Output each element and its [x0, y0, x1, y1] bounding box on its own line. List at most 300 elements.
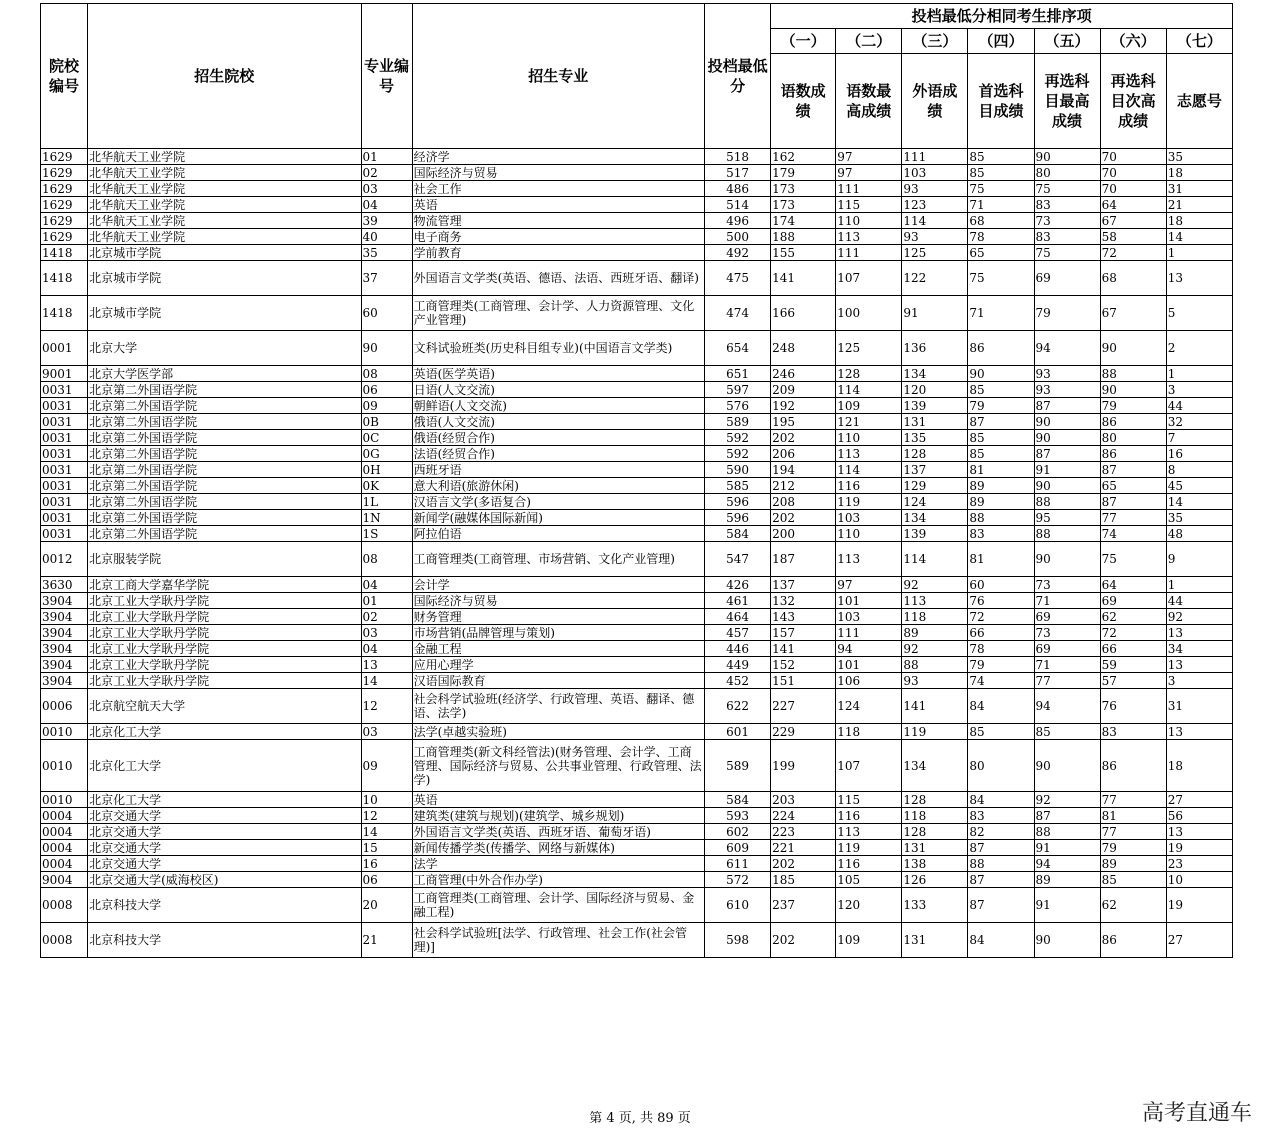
cell-major-name: 日语(人文交流)	[412, 382, 704, 398]
cell-score-second-subject-next: 79	[1100, 398, 1166, 414]
cell-school-name: 北京大学	[88, 331, 361, 366]
cell-min-score: 589	[705, 414, 771, 430]
cell-preference-number: 31	[1166, 181, 1232, 197]
cell-preference-number: 1	[1166, 577, 1232, 593]
cell-major-code: 60	[361, 296, 412, 331]
cell-preference-number: 48	[1166, 526, 1232, 542]
cell-score-second-subject-next: 62	[1100, 609, 1166, 625]
cell-score-chinese-math: 221	[771, 840, 836, 856]
cell-min-score: 517	[705, 165, 771, 181]
cell-school-code: 1629	[41, 149, 88, 165]
cell-score-chinese-math: 206	[771, 446, 836, 462]
cell-major-name: 经济学	[412, 149, 704, 165]
table-row	[41, 888, 1233, 923]
cell-school-code: 0031	[41, 462, 88, 478]
cell-preference-number: 13	[1166, 261, 1232, 296]
cell-score-second-subject-next: 70	[1100, 181, 1166, 197]
cell-score-chinese-math: 166	[771, 296, 836, 331]
cell-score-chinese-math-max: 97	[836, 577, 902, 593]
cell-school-name: 北京工业大学耿丹学院	[88, 657, 361, 673]
cell-min-score: 611	[705, 856, 771, 872]
cell-score-foreign-language: 118	[902, 609, 968, 625]
cell-major-name: 社会科学试验班[法学、行政管理、社会工作(社会管理)]	[412, 923, 704, 958]
cell-school-name: 北京第二外国语学院	[88, 382, 361, 398]
cell-score-chinese-math-max: 100	[836, 296, 902, 331]
cell-major-code: 0H	[361, 462, 412, 478]
cell-score-second-subject-max: 88	[1034, 494, 1100, 510]
cell-min-score: 601	[705, 724, 771, 740]
cell-school-code: 0008	[41, 923, 88, 958]
cell-major-name: 建筑类(建筑与规划)(建筑学、城乡规划)	[412, 808, 704, 824]
cell-score-second-subject-next: 70	[1100, 149, 1166, 165]
cell-preference-number: 45	[1166, 478, 1232, 494]
cell-score-chinese-math: 248	[771, 331, 836, 366]
cell-score-chinese-math-max: 125	[836, 331, 902, 366]
cell-preference-number: 13	[1166, 724, 1232, 740]
cell-preference-number: 31	[1166, 689, 1232, 724]
cell-score-first-subject: 88	[968, 510, 1034, 526]
cell-score-foreign-language: 134	[902, 510, 968, 526]
cell-preference-number: 35	[1166, 510, 1232, 526]
cell-score-foreign-language: 118	[902, 808, 968, 824]
cell-score-foreign-language: 123	[902, 197, 968, 213]
cell-school-name: 北京城市学院	[88, 296, 361, 331]
cell-score-second-subject-max: 75	[1034, 245, 1100, 261]
cell-score-first-subject: 60	[968, 577, 1034, 593]
cell-preference-number: 18	[1166, 740, 1232, 792]
cell-score-foreign-language: 136	[902, 331, 968, 366]
cell-score-chinese-math: 212	[771, 478, 836, 494]
cell-min-score: 547	[705, 542, 771, 577]
cell-school-code: 3904	[41, 673, 88, 689]
cell-score-second-subject-next: 85	[1100, 872, 1166, 888]
page-indicator: 第 4 页, 共 89 页	[589, 1111, 691, 1126]
cell-min-score: 518	[705, 149, 771, 165]
cell-score-second-subject-next: 86	[1100, 414, 1166, 430]
cell-score-second-subject-next: 62	[1100, 888, 1166, 923]
cell-school-code: 0012	[41, 542, 88, 577]
cell-min-score: 589	[705, 740, 771, 792]
cell-major-code: 06	[361, 382, 412, 398]
cell-score-chinese-math: 185	[771, 872, 836, 888]
cell-score-chinese-math-max: 101	[836, 657, 902, 673]
cell-score-chinese-math: 174	[771, 213, 836, 229]
cell-major-name: 俄语(人文交流)	[412, 414, 704, 430]
cell-preference-number: 13	[1166, 824, 1232, 840]
cell-min-score: 457	[705, 625, 771, 641]
cell-school-name: 北京交通大学	[88, 824, 361, 840]
cell-school-code: 0031	[41, 382, 88, 398]
cell-score-foreign-language: 128	[902, 446, 968, 462]
cell-score-second-subject-next: 89	[1100, 856, 1166, 872]
table-row	[41, 808, 1233, 824]
cell-score-first-subject: 84	[968, 792, 1034, 808]
table-row	[41, 673, 1233, 689]
cell-score-second-subject-next: 72	[1100, 625, 1166, 641]
cell-school-code: 0010	[41, 792, 88, 808]
cell-school-name: 北京科技大学	[88, 923, 361, 958]
cell-score-first-subject: 83	[968, 526, 1034, 542]
admission-table	[40, 3, 1233, 958]
cell-score-chinese-math: 202	[771, 430, 836, 446]
cell-major-code: 37	[361, 261, 412, 296]
cell-score-second-subject-next: 88	[1100, 366, 1166, 382]
cell-preference-number: 23	[1166, 856, 1232, 872]
cell-score-foreign-language: 88	[902, 657, 968, 673]
cell-school-code: 0004	[41, 856, 88, 872]
cell-major-code: 03	[361, 724, 412, 740]
cell-major-name: 英语(医学英语)	[412, 366, 704, 382]
cell-min-score: 449	[705, 657, 771, 673]
cell-score-foreign-language: 93	[902, 181, 968, 197]
cell-score-first-subject: 85	[968, 430, 1034, 446]
table-row	[41, 740, 1233, 792]
cell-min-score: 585	[705, 478, 771, 494]
cell-preference-number: 5	[1166, 296, 1232, 331]
cell-score-second-subject-next: 77	[1100, 510, 1166, 526]
cell-major-code: 04	[361, 641, 412, 657]
cell-score-foreign-language: 93	[902, 229, 968, 245]
cell-score-chinese-math-max: 113	[836, 824, 902, 840]
cell-major-name: 英语	[412, 197, 704, 213]
table-row	[41, 792, 1233, 808]
cell-major-name: 学前教育	[412, 245, 704, 261]
cell-score-second-subject-max: 89	[1034, 872, 1100, 888]
cell-min-score: 464	[705, 609, 771, 625]
table-row	[41, 494, 1233, 510]
cell-score-first-subject: 83	[968, 808, 1034, 824]
cell-preference-number: 35	[1166, 149, 1232, 165]
cell-major-name: 意大利语(旅游休闲)	[412, 478, 704, 494]
cell-score-first-subject: 81	[968, 462, 1034, 478]
cell-school-code: 1418	[41, 261, 88, 296]
cell-score-second-subject-max: 71	[1034, 593, 1100, 609]
cell-score-second-subject-max: 88	[1034, 526, 1100, 542]
cell-score-second-subject-max: 93	[1034, 366, 1100, 382]
cell-major-name: 西班牙语	[412, 462, 704, 478]
cell-score-foreign-language: 114	[902, 542, 968, 577]
cell-school-name: 北京工业大学耿丹学院	[88, 673, 361, 689]
cell-school-name: 北华航天工业学院	[88, 149, 361, 165]
cell-min-score: 609	[705, 840, 771, 856]
cell-score-foreign-language: 141	[902, 689, 968, 724]
header-tie-number: （六）	[1100, 29, 1166, 54]
cell-school-code: 0004	[41, 824, 88, 840]
cell-min-score: 496	[705, 213, 771, 229]
cell-major-code: 03	[361, 625, 412, 641]
cell-score-second-subject-max: 87	[1034, 398, 1100, 414]
cell-preference-number: 3	[1166, 382, 1232, 398]
cell-score-second-subject-max: 90	[1034, 740, 1100, 792]
cell-score-second-subject-next: 77	[1100, 792, 1166, 808]
table-row	[41, 824, 1233, 840]
cell-school-code: 0001	[41, 331, 88, 366]
cell-score-chinese-math-max: 119	[836, 840, 902, 856]
cell-score-chinese-math-max: 110	[836, 430, 902, 446]
cell-score-chinese-math-max: 97	[836, 149, 902, 165]
cell-major-name: 工商管理类(新文科经管法)(财务管理、会计学、工商管理、国际经济与贸易、公共事业管理、行政管理、法学)	[412, 740, 704, 792]
header-major-name: 招生专业	[412, 4, 704, 149]
cell-major-name: 国际经济与贸易	[412, 165, 704, 181]
cell-major-name: 阿拉伯语	[412, 526, 704, 542]
table-row	[41, 478, 1233, 494]
cell-major-code: 01	[361, 149, 412, 165]
cell-major-name: 金融工程	[412, 641, 704, 657]
cell-min-score: 596	[705, 494, 771, 510]
cell-score-chinese-math-max: 103	[836, 609, 902, 625]
cell-preference-number: 9	[1166, 542, 1232, 577]
cell-school-code: 3904	[41, 609, 88, 625]
cell-major-code: 04	[361, 197, 412, 213]
header-tie-number: （一）	[771, 29, 836, 54]
table-row	[41, 245, 1233, 261]
cell-school-name: 北京化工大学	[88, 740, 361, 792]
cell-school-name: 北华航天工业学院	[88, 165, 361, 181]
cell-score-chinese-math-max: 114	[836, 462, 902, 478]
cell-score-first-subject: 87	[968, 872, 1034, 888]
table-row	[41, 609, 1233, 625]
cell-min-score: 590	[705, 462, 771, 478]
cell-preference-number: 10	[1166, 872, 1232, 888]
cell-school-name: 北京第二外国语学院	[88, 526, 361, 542]
cell-score-chinese-math-max: 101	[836, 593, 902, 609]
table-row	[41, 840, 1233, 856]
cell-min-score: 461	[705, 593, 771, 609]
cell-major-code: 35	[361, 245, 412, 261]
cell-score-foreign-language: 133	[902, 888, 968, 923]
cell-major-code: 1L	[361, 494, 412, 510]
cell-preference-number: 3	[1166, 673, 1232, 689]
cell-score-chinese-math-max: 111	[836, 181, 902, 197]
table-row	[41, 641, 1233, 657]
cell-score-chinese-math: 151	[771, 673, 836, 689]
cell-score-chinese-math-max: 128	[836, 366, 902, 382]
cell-score-chinese-math: 162	[771, 149, 836, 165]
table-row	[41, 542, 1233, 577]
cell-preference-number: 13	[1166, 625, 1232, 641]
table-row	[41, 382, 1233, 398]
cell-score-chinese-math: 227	[771, 689, 836, 724]
cell-score-first-subject: 85	[968, 446, 1034, 462]
header-row-group	[41, 4, 1233, 29]
cell-min-score: 592	[705, 446, 771, 462]
cell-score-foreign-language: 131	[902, 414, 968, 430]
cell-score-first-subject: 66	[968, 625, 1034, 641]
cell-major-code: 40	[361, 229, 412, 245]
cell-min-score: 622	[705, 689, 771, 724]
cell-major-name: 朝鲜语(人文交流)	[412, 398, 704, 414]
cell-score-chinese-math: 141	[771, 641, 836, 657]
cell-major-name: 工商管理类(工商管理、市场营销、文化产业管理)	[412, 542, 704, 577]
cell-score-foreign-language: 131	[902, 840, 968, 856]
cell-score-chinese-math-max: 116	[836, 478, 902, 494]
cell-major-code: 08	[361, 366, 412, 382]
cell-score-first-subject: 79	[968, 398, 1034, 414]
cell-score-second-subject-next: 57	[1100, 673, 1166, 689]
cell-school-name: 北京第二外国语学院	[88, 462, 361, 478]
cell-min-score: 584	[705, 792, 771, 808]
cell-school-name: 北京服装学院	[88, 542, 361, 577]
cell-score-second-subject-next: 64	[1100, 577, 1166, 593]
cell-score-second-subject-max: 77	[1034, 673, 1100, 689]
cell-score-first-subject: 75	[968, 261, 1034, 296]
cell-major-code: 12	[361, 808, 412, 824]
cell-preference-number: 21	[1166, 197, 1232, 213]
cell-score-second-subject-next: 86	[1100, 446, 1166, 462]
cell-score-second-subject-max: 69	[1034, 609, 1100, 625]
cell-major-code: 12	[361, 689, 412, 724]
cell-school-name: 北京大学医学部	[88, 366, 361, 382]
table-row	[41, 213, 1233, 229]
header-major-code: 专业编号	[361, 4, 412, 149]
cell-score-second-subject-next: 80	[1100, 430, 1166, 446]
cell-school-code: 1418	[41, 245, 88, 261]
cell-preference-number: 92	[1166, 609, 1232, 625]
cell-major-code: 01	[361, 593, 412, 609]
cell-school-code: 0031	[41, 526, 88, 542]
cell-score-second-subject-max: 90	[1034, 923, 1100, 958]
cell-major-name: 新闻学(融媒体国际新闻)	[412, 510, 704, 526]
cell-score-foreign-language: 122	[902, 261, 968, 296]
cell-score-first-subject: 89	[968, 494, 1034, 510]
cell-major-code: 03	[361, 181, 412, 197]
cell-school-code: 3904	[41, 593, 88, 609]
cell-score-first-subject: 68	[968, 213, 1034, 229]
cell-score-foreign-language: 91	[902, 296, 968, 331]
cell-major-name: 法学	[412, 856, 704, 872]
cell-score-foreign-language: 113	[902, 593, 968, 609]
cell-score-first-subject: 85	[968, 165, 1034, 181]
header-tie-label: 语数成绩	[771, 54, 836, 149]
cell-preference-number: 14	[1166, 494, 1232, 510]
cell-score-chinese-math: 199	[771, 740, 836, 792]
cell-min-score: 598	[705, 923, 771, 958]
cell-preference-number: 1	[1166, 245, 1232, 261]
cell-score-chinese-math: 223	[771, 824, 836, 840]
cell-score-first-subject: 87	[968, 414, 1034, 430]
cell-score-chinese-math-max: 124	[836, 689, 902, 724]
cell-score-first-subject: 80	[968, 740, 1034, 792]
table-row	[41, 430, 1233, 446]
header-tie-number: （四）	[968, 29, 1034, 54]
cell-score-chinese-math: 188	[771, 229, 836, 245]
cell-min-score: 651	[705, 366, 771, 382]
cell-score-chinese-math-max: 103	[836, 510, 902, 526]
cell-major-name: 国际经济与贸易	[412, 593, 704, 609]
cell-min-score: 593	[705, 808, 771, 824]
table-row	[41, 526, 1233, 542]
cell-score-foreign-language: 128	[902, 824, 968, 840]
cell-min-score: 602	[705, 824, 771, 840]
cell-preference-number: 18	[1166, 213, 1232, 229]
cell-score-chinese-math: 157	[771, 625, 836, 641]
cell-score-first-subject: 71	[968, 296, 1034, 331]
cell-score-second-subject-next: 76	[1100, 689, 1166, 724]
header-tie-number: （二）	[836, 29, 902, 54]
table-row	[41, 724, 1233, 740]
cell-score-second-subject-max: 92	[1034, 792, 1100, 808]
cell-score-second-subject-max: 85	[1034, 724, 1100, 740]
cell-score-second-subject-max: 80	[1034, 165, 1100, 181]
cell-school-code: 0008	[41, 888, 88, 923]
cell-school-name: 北华航天工业学院	[88, 181, 361, 197]
cell-school-name: 北京工商大学嘉华学院	[88, 577, 361, 593]
cell-school-code: 1629	[41, 165, 88, 181]
cell-score-chinese-math: 209	[771, 382, 836, 398]
cell-score-second-subject-max: 79	[1034, 296, 1100, 331]
cell-score-chinese-math: 229	[771, 724, 836, 740]
cell-school-name: 北京交通大学	[88, 840, 361, 856]
cell-score-chinese-math: 187	[771, 542, 836, 577]
cell-school-name: 北华航天工业学院	[88, 213, 361, 229]
cell-min-score: 500	[705, 229, 771, 245]
cell-score-second-subject-max: 94	[1034, 689, 1100, 724]
cell-score-foreign-language: 134	[902, 740, 968, 792]
header-tie-label: 再选科目最高成绩	[1034, 54, 1100, 149]
cell-score-second-subject-max: 83	[1034, 197, 1100, 213]
cell-school-name: 北京第二外国语学院	[88, 478, 361, 494]
header-school-name: 招生院校	[88, 4, 361, 149]
cell-major-code: 21	[361, 923, 412, 958]
cell-score-second-subject-max: 83	[1034, 229, 1100, 245]
cell-major-name: 社会工作	[412, 181, 704, 197]
table-row	[41, 593, 1233, 609]
table-row	[41, 261, 1233, 296]
cell-score-second-subject-max: 75	[1034, 181, 1100, 197]
cell-major-name: 会计学	[412, 577, 704, 593]
cell-score-chinese-math-max: 116	[836, 808, 902, 824]
cell-major-code: 39	[361, 213, 412, 229]
cell-preference-number: 8	[1166, 462, 1232, 478]
cell-score-first-subject: 87	[968, 840, 1034, 856]
cell-score-foreign-language: 139	[902, 526, 968, 542]
cell-school-code: 9001	[41, 366, 88, 382]
cell-major-name: 外国语言文学类(英语、西班牙语、葡萄牙语)	[412, 824, 704, 840]
cell-min-score: 514	[705, 197, 771, 213]
cell-score-second-subject-max: 73	[1034, 213, 1100, 229]
cell-major-name: 新闻传播学类(传播学、网络与新媒体)	[412, 840, 704, 856]
cell-preference-number: 16	[1166, 446, 1232, 462]
table-row	[41, 872, 1233, 888]
cell-score-foreign-language: 134	[902, 366, 968, 382]
cell-major-name: 财务管理	[412, 609, 704, 625]
cell-score-chinese-math-max: 94	[836, 641, 902, 657]
cell-school-code: 1629	[41, 213, 88, 229]
cell-school-name: 北京第二外国语学院	[88, 510, 361, 526]
cell-score-second-subject-next: 86	[1100, 923, 1166, 958]
cell-school-name: 北京工业大学耿丹学院	[88, 625, 361, 641]
cell-school-code: 0010	[41, 724, 88, 740]
cell-min-score: 597	[705, 382, 771, 398]
cell-score-chinese-math: 137	[771, 577, 836, 593]
cell-score-chinese-math-max: 110	[836, 213, 902, 229]
cell-score-second-subject-max: 73	[1034, 625, 1100, 641]
cell-score-second-subject-max: 90	[1034, 430, 1100, 446]
cell-major-name: 电子商务	[412, 229, 704, 245]
cell-major-code: 02	[361, 609, 412, 625]
cell-school-name: 北京第二外国语学院	[88, 430, 361, 446]
cell-score-second-subject-next: 67	[1100, 213, 1166, 229]
cell-score-chinese-math: 194	[771, 462, 836, 478]
cell-score-foreign-language: 139	[902, 398, 968, 414]
cell-major-code: 14	[361, 673, 412, 689]
cell-score-first-subject: 79	[968, 657, 1034, 673]
cell-major-code: 09	[361, 740, 412, 792]
cell-school-name: 北京第二外国语学院	[88, 414, 361, 430]
table-row	[41, 625, 1233, 641]
cell-school-name: 北京工业大学耿丹学院	[88, 609, 361, 625]
table-row	[41, 657, 1233, 673]
